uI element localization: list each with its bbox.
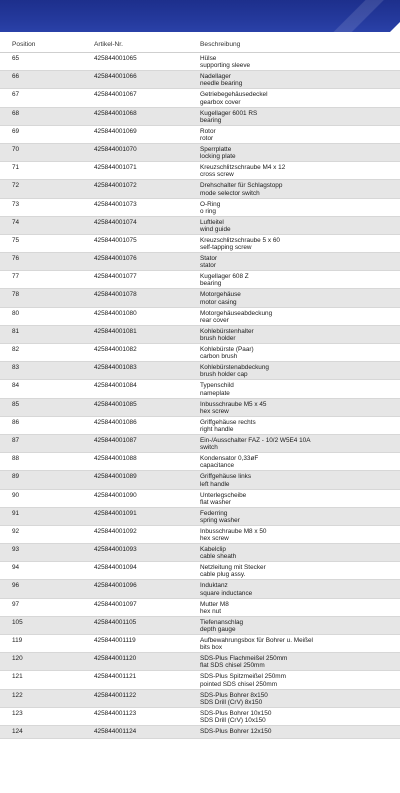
row-article-number: 425844001073 (94, 200, 137, 208)
row-description (200, 164, 396, 178)
banner-corner (390, 22, 400, 32)
row-description (200, 310, 396, 324)
row-position: 80 (12, 309, 20, 317)
row-article-number: 425844001096 (94, 582, 137, 590)
description-english: locking plate (200, 153, 236, 161)
row-article-number: 425844001086 (94, 418, 137, 426)
row-position: 81 (12, 327, 20, 335)
description-english: cross screw (200, 171, 234, 179)
header-position: Position (12, 41, 36, 48)
table-row (0, 726, 400, 739)
row-description (200, 582, 396, 596)
row-description (200, 91, 396, 105)
description-german: Getriebegehäusedeckel (200, 91, 268, 99)
row-description (200, 201, 396, 215)
description-english: gearbox cover (200, 98, 241, 106)
table-row (0, 617, 400, 635)
row-description (200, 219, 396, 233)
description-german: Kohlebürste (Paar) (200, 346, 254, 353)
description-german: O-Ring (200, 200, 221, 208)
row-description (200, 673, 396, 687)
row-position: 124 (12, 727, 23, 735)
row-description (200, 728, 396, 735)
description-german: Induktanz (200, 582, 228, 590)
table-row (0, 653, 400, 671)
description-english: flat washer (200, 498, 231, 506)
row-position: 94 (12, 564, 20, 572)
table-row (0, 308, 400, 326)
row-position: 72 (12, 182, 20, 190)
row-article-number: 425844001094 (94, 564, 137, 572)
table-row (0, 271, 400, 289)
table-row (0, 471, 400, 489)
row-position: 120 (12, 655, 23, 663)
description-german: SDS-Plus Flachmeißel 250mm (200, 655, 288, 663)
row-position: 70 (12, 145, 20, 153)
row-description (200, 655, 396, 669)
row-description (200, 382, 396, 396)
table-row (0, 635, 400, 653)
description-english: mode selector switch (200, 189, 260, 197)
row-position: 78 (12, 291, 20, 299)
description-german: Inbusschraube M8 x 50 (200, 527, 267, 535)
table-row (0, 380, 400, 398)
description-english: cable plug assy. (200, 571, 246, 579)
description-english: brush holder cap (200, 371, 248, 379)
table-row (0, 490, 400, 508)
row-description (200, 291, 396, 305)
row-description (200, 601, 396, 615)
row-position: 71 (12, 164, 20, 172)
row-position: 85 (12, 400, 20, 408)
row-position: 87 (12, 436, 20, 444)
row-position: 96 (12, 582, 20, 590)
table-row (0, 71, 400, 89)
row-article-number: 425844001080 (94, 309, 137, 317)
row-article-number: 425844001066 (94, 73, 137, 81)
description-english: cable sheath (200, 553, 237, 561)
row-article-number: 425844001070 (94, 145, 137, 153)
table-row (0, 108, 400, 126)
description-german: Drehschalter für Schlagstopp (200, 182, 283, 190)
row-article-number: 425844001092 (94, 527, 137, 535)
table-row (0, 326, 400, 344)
table-row (0, 526, 400, 544)
description-english: right handle (200, 425, 234, 433)
row-position: 121 (12, 673, 23, 681)
table-row (0, 580, 400, 598)
row-article-number: 425844001075 (94, 236, 137, 244)
header-article: Artikel-Nr. (94, 41, 123, 48)
description-german: Netzleitung mit Stecker (200, 564, 266, 572)
description-german: Federring (200, 509, 228, 517)
table-row (0, 599, 400, 617)
description-german: Kondensator 0,33øF (200, 455, 259, 463)
row-position: 84 (12, 382, 20, 390)
row-description (200, 364, 396, 378)
row-description (200, 564, 396, 578)
description-english: hex screw (200, 407, 229, 415)
row-description (200, 619, 396, 633)
row-article-number: 425844001074 (94, 218, 137, 226)
row-article-number: 425844001067 (94, 91, 137, 99)
row-position: 119 (12, 637, 23, 644)
row-article-number: 425844001069 (94, 127, 137, 135)
table-row (0, 180, 400, 198)
description-german: Luftleitel (200, 218, 224, 226)
parts-table (0, 40, 400, 739)
row-position: 91 (12, 509, 20, 517)
row-article-number: 425844001085 (94, 400, 137, 408)
table-row (0, 235, 400, 253)
description-german: Stator (200, 255, 218, 263)
row-article-number: 425844001120 (94, 655, 137, 663)
table-row (0, 399, 400, 417)
row-description (200, 73, 396, 87)
description-german: Nadellager (200, 73, 231, 81)
row-description (200, 346, 396, 360)
description-german: Griffgehäuse rechts (200, 418, 256, 426)
description-german: Unterlegscheibe (200, 491, 247, 499)
description-english: SDS Drill (CrV) 10x150 (200, 716, 266, 724)
row-article-number: 425844001068 (94, 109, 137, 117)
description-english: square inductance (200, 589, 253, 597)
description-german: SDS-Plus Bohrer 8x150 (200, 691, 268, 699)
row-position: 76 (12, 255, 20, 263)
description-english: bearing (200, 280, 222, 288)
description-german: Ein-/Ausschalter FAZ - 10/2 W5E4 10A (200, 436, 311, 444)
table-row (0, 708, 400, 726)
row-position: 92 (12, 527, 20, 535)
row-description (200, 492, 396, 506)
description-english: pointed SDS chisel 250mm (200, 680, 278, 688)
row-description (200, 110, 396, 124)
row-description (200, 510, 396, 524)
description-english: hex nut (200, 607, 221, 615)
description-english: needle bearing (200, 80, 243, 88)
row-position: 105 (12, 618, 23, 626)
banner-stripe (310, 0, 400, 32)
table-header (0, 40, 400, 53)
description-german: Kabelclip (200, 546, 226, 554)
description-german: Motorgehäuseabdeckung (200, 309, 273, 317)
table-row (0, 144, 400, 162)
description-german: Kohlebürstenabdeckung (200, 364, 269, 372)
table-row (0, 126, 400, 144)
row-description (200, 182, 396, 196)
description-german: SDS-Plus Bohrer 12x150 (200, 727, 272, 735)
table-body (0, 53, 400, 739)
table-row (0, 199, 400, 217)
description-english: depth gauge (200, 626, 236, 634)
row-description (200, 710, 396, 724)
description-english: flat SDS chisel 250mm (200, 662, 265, 670)
description-english: spring washer (200, 516, 240, 524)
row-article-number: 425844001087 (94, 436, 137, 444)
description-german: Kreuzschlitzschraube 5 x 60 (200, 236, 280, 244)
description-german: Aufbewahrungsbox für Bohrer u. Meißel (200, 637, 313, 644)
row-position: 82 (12, 346, 20, 353)
row-description (200, 637, 396, 651)
description-english: self-tapping screw (200, 244, 252, 252)
row-position: 88 (12, 455, 20, 463)
row-article-number: 425844001076 (94, 255, 137, 263)
row-description (200, 455, 396, 469)
row-article-number: 425844001097 (94, 600, 137, 608)
description-english: bits box (200, 644, 223, 652)
row-position: 77 (12, 273, 20, 281)
table-row (0, 53, 400, 71)
row-position: 75 (12, 236, 20, 244)
row-article-number: 425844001105 (94, 618, 137, 626)
row-article-number: 425844001091 (94, 509, 137, 517)
row-description (200, 437, 396, 451)
description-english: left handle (200, 480, 230, 488)
row-article-number: 425844001093 (94, 546, 137, 554)
description-english: switch (200, 444, 218, 452)
row-article-number: 425844001088 (94, 455, 137, 463)
row-article-number: 425844001072 (94, 182, 137, 190)
row-position: 65 (12, 55, 20, 62)
row-position: 66 (12, 73, 20, 81)
table-row (0, 435, 400, 453)
row-position: 89 (12, 473, 20, 481)
row-article-number: 425844001071 (94, 164, 137, 172)
row-article-number: 425844001082 (94, 346, 137, 353)
description-german: Kreuzschlitzschraube M4 x 12 (200, 164, 286, 172)
table-row (0, 562, 400, 580)
row-article-number: 425844001090 (94, 491, 137, 499)
row-position: 90 (12, 491, 20, 499)
table-row (0, 544, 400, 562)
description-german: Griffgehäuse links (200, 473, 252, 481)
header-description: Beschreibung (200, 41, 241, 48)
row-position: 122 (12, 691, 23, 699)
description-german: SDS-Plus Bohrer 10x150 (200, 709, 272, 717)
row-description (200, 546, 396, 560)
description-english: rear cover (200, 316, 229, 324)
description-german: Mutter M8 (200, 600, 229, 608)
description-english: rotor (200, 134, 214, 142)
row-article-number: 425844001084 (94, 382, 137, 390)
description-english: motor casing (200, 298, 237, 306)
row-description (200, 55, 396, 69)
row-position: 74 (12, 218, 20, 226)
row-position: 68 (12, 109, 20, 117)
row-description (200, 401, 396, 415)
description-english: nameplate (200, 389, 230, 397)
row-description (200, 273, 396, 287)
description-german: Inbusschraube M5 x 45 (200, 400, 267, 408)
description-german: Hülse (200, 55, 217, 62)
description-german: Typenschild (200, 382, 234, 390)
row-description (200, 328, 396, 342)
description-german: SDS-Plus Spitzmeißel 250mm (200, 673, 286, 681)
row-article-number: 425844001124 (94, 727, 137, 735)
row-position: 73 (12, 200, 20, 208)
description-english: stator (200, 262, 216, 270)
table-row (0, 690, 400, 708)
description-german: Tiefenanschlag (200, 618, 244, 626)
description-english: wind guide (200, 225, 231, 233)
row-position: 67 (12, 91, 20, 99)
row-article-number: 425844001083 (94, 364, 137, 372)
row-description (200, 692, 396, 706)
description-german: Kugellager 6001 RS (200, 109, 258, 117)
table-row (0, 89, 400, 107)
table-row (0, 453, 400, 471)
row-position: 123 (12, 709, 23, 717)
row-article-number: 425844001119 (94, 637, 136, 644)
table-row (0, 162, 400, 180)
description-english: capacitance (200, 462, 235, 470)
row-article-number: 425844001078 (94, 291, 137, 299)
description-english: bearing (200, 116, 222, 124)
row-description (200, 473, 396, 487)
row-position: 83 (12, 364, 20, 372)
table-row (0, 671, 400, 689)
row-article-number: 425844001081 (94, 327, 137, 335)
description-german: Rotor (200, 127, 216, 135)
description-english: o ring (200, 207, 216, 215)
table-row (0, 253, 400, 271)
description-german: Kugellager 608 Z (200, 273, 249, 281)
description-english: brush holder (200, 335, 236, 343)
row-article-number: 425844001122 (94, 691, 137, 699)
table-row (0, 289, 400, 307)
description-english: hex screw (200, 535, 229, 543)
row-description (200, 128, 396, 142)
table-row (0, 417, 400, 435)
row-position: 86 (12, 418, 20, 426)
row-description (200, 146, 396, 160)
row-position: 69 (12, 127, 20, 135)
row-article-number: 425844001123 (94, 709, 137, 717)
header-banner (0, 0, 400, 32)
row-description (200, 237, 396, 251)
description-german: Sperrplatte (200, 145, 232, 153)
table-row (0, 362, 400, 380)
description-english: carbon brush (200, 353, 238, 361)
row-article-number: 425844001121 (94, 673, 137, 681)
description-german: Motorgehäuse (200, 291, 241, 299)
row-description (200, 419, 396, 433)
row-article-number: 425844001089 (94, 473, 137, 481)
description-german: Kohlebürstenhalter (200, 327, 254, 335)
description-english: supporting sleeve (200, 62, 251, 70)
table-row (0, 344, 400, 362)
table-row (0, 508, 400, 526)
description-english: SDS Drill (CrV) 8x150 (200, 698, 263, 706)
table-row (0, 217, 400, 235)
row-description (200, 255, 396, 269)
row-position: 97 (12, 600, 20, 608)
row-position: 93 (12, 546, 20, 554)
row-article-number: 425844001065 (94, 55, 137, 62)
row-description (200, 528, 396, 542)
row-article-number: 425844001077 (94, 273, 137, 281)
